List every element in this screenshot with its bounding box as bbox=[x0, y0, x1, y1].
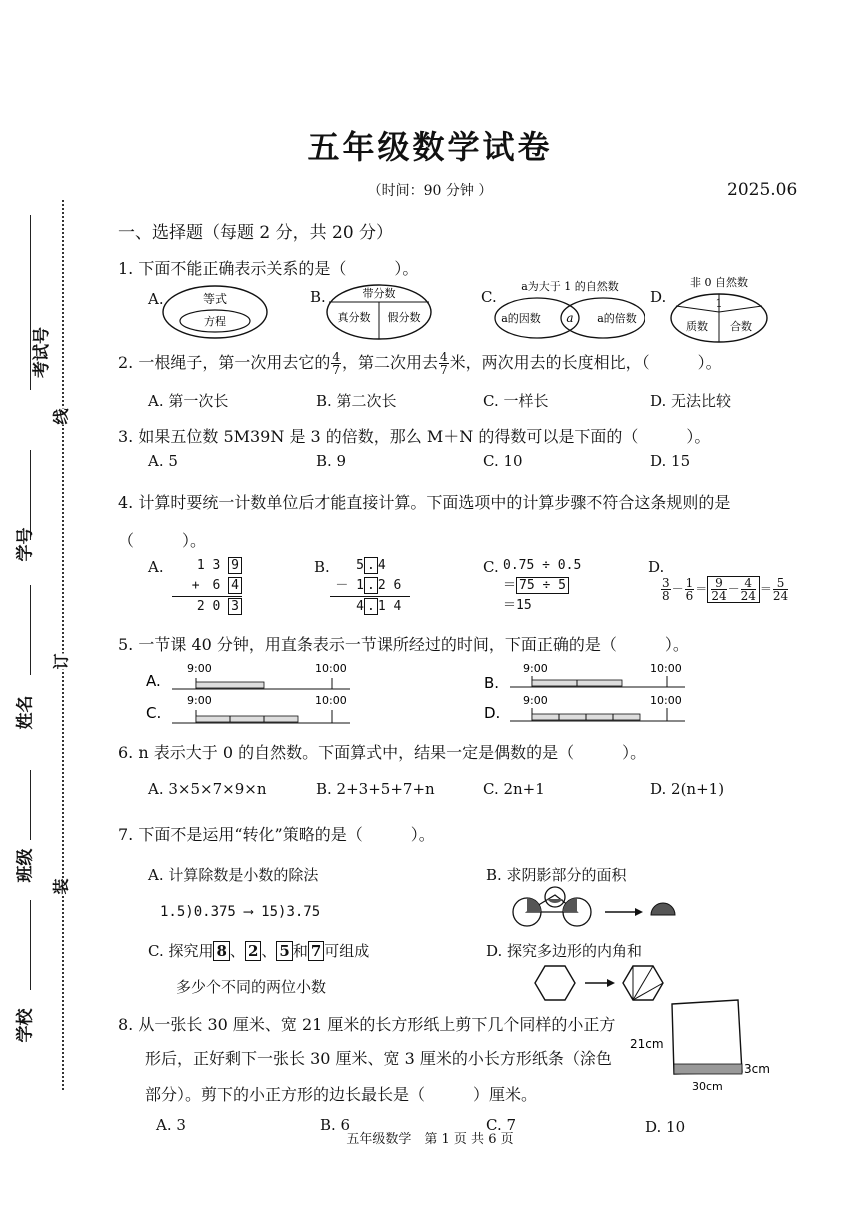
q5d-10: 10:00 bbox=[650, 694, 682, 707]
q8-option-b: B. 6 bbox=[320, 1116, 351, 1134]
school-line bbox=[30, 900, 31, 990]
q8-option-a: A. 3 bbox=[156, 1116, 186, 1134]
number-line bbox=[30, 450, 31, 540]
q7-option-a: A. 计算除数是小数的除法 bbox=[148, 866, 319, 884]
class-line bbox=[30, 770, 31, 840]
q2-pre: 2. 一根绳子，第一次用去它的 bbox=[118, 353, 331, 372]
q6-option-a: A. 3×5×7×9×n bbox=[148, 780, 267, 798]
q8-fig-strip: 3cm bbox=[744, 1062, 770, 1076]
q2-mid: ，第二次用去 bbox=[342, 353, 439, 372]
exam-no-label: 考试号 bbox=[32, 327, 52, 378]
q1-diagram-c bbox=[485, 276, 645, 342]
question-6: 6. n 表示大于 0 的自然数。下面算式中，结果一定是偶数的是（ ）。 bbox=[118, 743, 647, 762]
q5-option-c-label: C. bbox=[146, 704, 162, 722]
q2-option-a: A. 第一次长 bbox=[148, 392, 229, 410]
q1c-mid: a bbox=[566, 311, 574, 325]
q5-timelines bbox=[140, 660, 840, 728]
q2-post: 米，两次用去的长度相比，（ ）。 bbox=[449, 353, 722, 372]
class-label: 班级 bbox=[15, 848, 36, 883]
q1c-top: a为大于 1 的自然数 bbox=[521, 280, 619, 293]
q1-option-d-label: D. bbox=[650, 288, 667, 306]
q7-option-c: C. 探究用 8 、 2 、 5 和 7 可组成 bbox=[148, 942, 370, 960]
q3-option-c: C. 10 bbox=[483, 452, 523, 470]
q5b-9: 9:00 bbox=[523, 662, 548, 675]
q7-option-b-figure bbox=[505, 885, 695, 935]
question-5: 5. 一节课 40 分钟，用直条表示一节课所经过的时间，下面正确的是（ ）。 bbox=[118, 635, 689, 654]
q1b-right: 假分数 bbox=[387, 311, 421, 324]
q8-fig-width: 30cm bbox=[692, 1080, 723, 1093]
q1b-left: 真分数 bbox=[337, 311, 371, 324]
q5a-9: 9:00 bbox=[187, 662, 212, 675]
time-note: （时间：90 分钟 ） bbox=[367, 183, 493, 199]
number-label: 学号 bbox=[15, 527, 36, 562]
q1d-top: 非 0 自然数 bbox=[690, 276, 748, 289]
q5b-10: 10:00 bbox=[650, 662, 682, 675]
q1b-top: 带分数 bbox=[362, 287, 396, 300]
question-8-line3: 部分）。剪下的小正方形的边长最长是（ ）厘米。 bbox=[145, 1085, 538, 1104]
name-label: 姓名 bbox=[15, 695, 36, 730]
q5a-10: 10:00 bbox=[315, 662, 347, 675]
q8-paper-figure bbox=[630, 996, 780, 1098]
question-2 bbox=[118, 350, 722, 376]
question-1: 1. 下面不能正确表示关系的是（ ）。 bbox=[118, 259, 419, 278]
q1-diagram-d bbox=[664, 272, 774, 344]
q5c-9: 9:00 bbox=[187, 694, 212, 707]
q1c-left: a的因数 bbox=[501, 312, 541, 325]
q4-option-a-label: A. bbox=[148, 558, 164, 576]
bind-mark: 装 bbox=[49, 878, 72, 894]
name-line bbox=[30, 585, 31, 675]
q8-fig-height: 21cm bbox=[630, 1037, 664, 1051]
q5-option-a-label: A. bbox=[146, 672, 161, 690]
binding-dotted-line bbox=[62, 200, 64, 1090]
q3-option-b: B. 9 bbox=[316, 452, 347, 470]
q5d-9: 9:00 bbox=[523, 694, 548, 707]
q6-option-d: D. 2(n+1) bbox=[650, 780, 725, 798]
q2-option-b: B. 第二次长 bbox=[316, 392, 397, 410]
q7-option-c-line2: 多少个不同的两位小数 bbox=[176, 978, 327, 996]
question-7: 7. 下面不是运用“转化”策略的是（ ）。 bbox=[118, 825, 435, 844]
q5-option-b-label: B. bbox=[484, 674, 500, 692]
question-3: 3. 如果五位数 5M39N 是 3 的倍数，那么 M＋N 的得数可以是下面的（ ）。 bbox=[118, 427, 711, 446]
q3-option-a: A. 5 bbox=[148, 452, 178, 470]
q7-option-a-calc: 1.5)0.375 ⟶ 15)3.75 bbox=[160, 904, 321, 920]
q2-frac-1: $\frac{4}{7}$ bbox=[332, 350, 340, 377]
q3-option-d: D. 15 bbox=[650, 452, 691, 470]
question-4: 4. 计算时要统一计数单位后才能直接计算。下面选项中的计算步骤不符合这条规则的是 bbox=[118, 493, 731, 512]
q2-option-d: D. 无法比较 bbox=[650, 392, 732, 410]
q1-option-c-label: C. bbox=[481, 288, 497, 306]
q1a-inner: 方程 bbox=[204, 315, 226, 328]
section-heading: 一、选择题（每题 2 分，共 20 分） bbox=[118, 223, 394, 243]
q5c-10: 10:00 bbox=[315, 694, 347, 707]
exam-date: 2025.06 bbox=[727, 180, 798, 200]
line-mark: 线 bbox=[49, 408, 72, 424]
q1c-right: a的倍数 bbox=[597, 312, 637, 325]
q4-option-b-calc: 5 . 4 － 1 . 2 6 4 . 1 4 bbox=[330, 556, 410, 617]
page-footer: 五年级数学 第 1 页 共 6 页 bbox=[346, 1132, 514, 1147]
q7-option-d: D. 探究多边形的内角和 bbox=[486, 942, 643, 960]
q1-option-a-label: A. bbox=[148, 290, 164, 308]
q1-option-b-label: B. bbox=[310, 288, 326, 306]
page-title: 五年级数学试卷 bbox=[307, 128, 553, 166]
q1d-left: 质数 bbox=[686, 320, 708, 333]
question-4-paren: （ ）。 bbox=[118, 531, 207, 550]
q4-option-c-label: C. bbox=[483, 558, 499, 576]
q2-frac-2: $\frac{4}{7}$ bbox=[440, 350, 448, 377]
q1-diagram-b bbox=[324, 282, 434, 342]
q4-option-a-calc: 1 3 9 + 6 4 2 0 3 bbox=[172, 556, 242, 617]
q8-option-c: C. 7 bbox=[486, 1116, 517, 1134]
question-8-line1: 8. 从一张长 30 厘米、宽 21 厘米的长方形纸上剪下几个同样的小正方 bbox=[118, 1015, 616, 1034]
staple-mark: 订 bbox=[49, 653, 72, 669]
q2-option-c: C. 一样长 bbox=[483, 392, 549, 410]
school-label: 学校 bbox=[15, 1008, 36, 1043]
q6-option-b: B. 2+3+5+7+n bbox=[316, 780, 435, 798]
q4-option-b-label: B. bbox=[314, 558, 330, 576]
q1-diagram-a bbox=[160, 284, 270, 340]
q6-option-c: C. 2n+1 bbox=[483, 780, 545, 798]
q7-option-b: B. 求阴影部分的面积 bbox=[486, 866, 627, 884]
question-8-line2: 形后，正好剩下一张长 30 厘米、宽 3 厘米的小长方形纸条（涂色 bbox=[145, 1049, 612, 1068]
q1d-one: 1 bbox=[715, 297, 723, 310]
q4-option-c-calc: 0.75 ÷ 0.5 ＝ 75 ÷ 5 ＝15 bbox=[503, 558, 582, 613]
q4-option-d-calc: $\frac{3}{8}$ － $\frac{1}{6}$ ＝ $\frac{9}{24}$ － $\frac{4}{24}$ ＝ $\frac{5}{24}$ bbox=[662, 576, 789, 603]
q4-option-d-label: D. bbox=[648, 558, 665, 576]
q1a-outer: 等式 bbox=[202, 292, 228, 306]
q8-option-d: D. 10 bbox=[645, 1118, 686, 1136]
q1d-right: 合数 bbox=[730, 320, 752, 333]
q5-option-d-label: D. bbox=[484, 704, 501, 722]
